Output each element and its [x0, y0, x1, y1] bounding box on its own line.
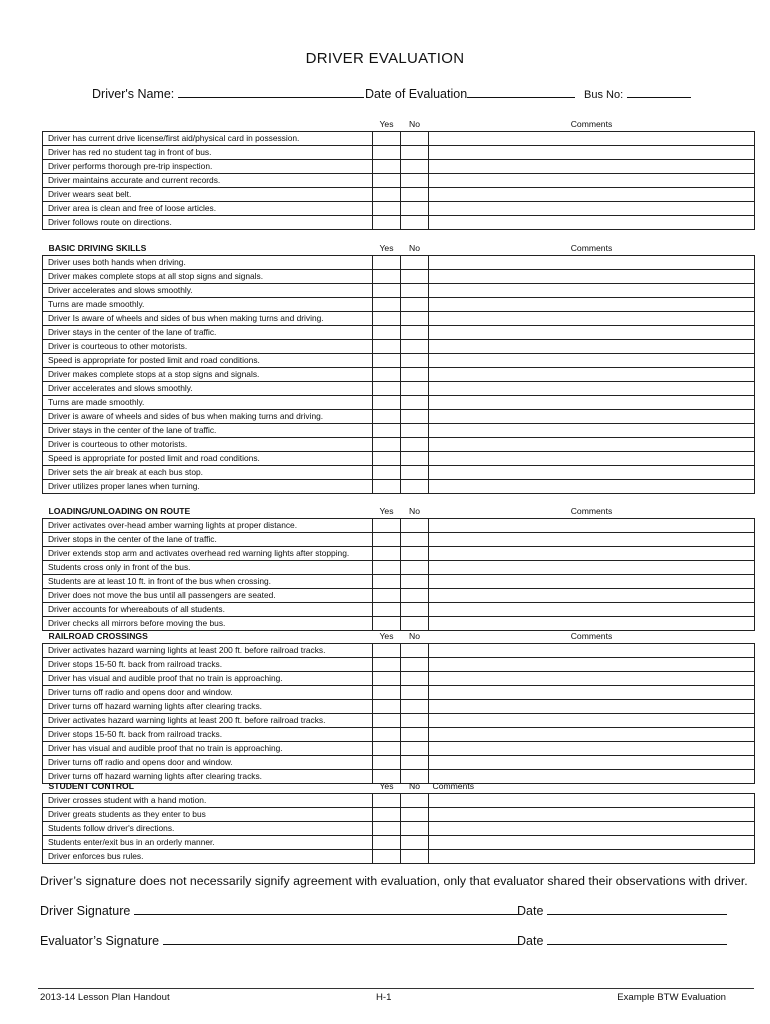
comments-cell[interactable] [429, 284, 755, 298]
table-row [43, 575, 755, 589]
table-row [43, 466, 755, 480]
no-cell[interactable] [401, 410, 429, 424]
table-row [43, 256, 755, 270]
yes-cell[interactable] [373, 617, 401, 631]
criterion-text: Students enter/exit bus in an orderly manner. [43, 836, 373, 850]
comments-cell[interactable] [429, 396, 755, 410]
comments-cell[interactable] [429, 533, 755, 547]
no-column-header: No [409, 506, 420, 516]
yes-cell[interactable] [373, 561, 401, 575]
no-cell[interactable] [401, 700, 429, 714]
comments-cell[interactable] [429, 410, 755, 424]
criterion-text: Driver sets the air break at each bus stop. [43, 466, 373, 480]
table-row [43, 146, 755, 160]
yes-cell[interactable] [373, 714, 401, 728]
comments-cell[interactable] [429, 742, 755, 756]
table-row [43, 714, 755, 728]
comments-cell[interactable] [429, 340, 755, 354]
no-cell[interactable] [401, 794, 429, 808]
table-row [43, 480, 755, 494]
no-cell[interactable] [401, 686, 429, 700]
table-row [43, 547, 755, 561]
yes-cell[interactable] [373, 700, 401, 714]
yes-cell[interactable] [373, 480, 401, 494]
criterion-text: Driver Is aware of wheels and sides of bus when making turns and driving. [43, 312, 373, 326]
criterion-text: Driver activates over-head amber warning lights at proper distance. [43, 519, 373, 533]
no-cell[interactable] [401, 146, 429, 160]
table-row [43, 202, 755, 216]
no-cell[interactable] [401, 658, 429, 672]
no-cell[interactable] [401, 284, 429, 298]
no-cell[interactable] [401, 132, 429, 146]
section-header-row [43, 780, 755, 794]
yes-cell[interactable] [373, 396, 401, 410]
no-cell[interactable] [401, 672, 429, 686]
criterion-text: Students follow driver's directions. [43, 822, 373, 836]
table-row [43, 368, 755, 382]
table-row [43, 742, 755, 756]
criterion-text: Driver area is clean and free of loose articles. [43, 202, 373, 216]
table-row [43, 452, 755, 466]
no-cell[interactable] [401, 480, 429, 494]
bus-number-line[interactable] [627, 86, 691, 98]
no-cell[interactable] [401, 603, 429, 617]
yes-cell[interactable] [373, 368, 401, 382]
yes-cell[interactable] [373, 794, 401, 808]
no-column-header: No [409, 243, 420, 253]
criterion-text: Students cross only in front of the bus. [43, 561, 373, 575]
footer-right: Example BTW Evaluation [617, 992, 726, 1003]
yes-column-header: Yes [379, 243, 394, 253]
yes-cell[interactable] [373, 589, 401, 603]
no-cell[interactable] [401, 561, 429, 575]
table-row [43, 603, 755, 617]
yes-cell[interactable] [373, 603, 401, 617]
page-title: DRIVER EVALUATION [305, 50, 465, 67]
section-table [42, 780, 755, 864]
yes-column-header: Yes [379, 506, 394, 516]
table-row [43, 794, 755, 808]
table-row [43, 270, 755, 284]
yes-cell[interactable] [373, 256, 401, 270]
comments-cell[interactable] [429, 644, 755, 658]
yes-cell[interactable] [373, 672, 401, 686]
table-row [43, 700, 755, 714]
criterion-text: Driver is aware of wheels and sides of bus when making turns and driving. [43, 410, 373, 424]
criterion-text: Driver accounts for whereabouts of all students. [43, 603, 373, 617]
no-cell[interactable] [401, 617, 429, 631]
table-row [43, 672, 755, 686]
yes-cell[interactable] [373, 160, 401, 174]
yes-cell[interactable] [373, 438, 401, 452]
comments-cell[interactable] [429, 382, 755, 396]
no-cell[interactable] [401, 575, 429, 589]
criterion-text: Turns are made smoothly. [43, 396, 373, 410]
no-cell[interactable] [401, 424, 429, 438]
table-row [43, 822, 755, 836]
table-row [43, 686, 755, 700]
evaluator-signature-label: Evaluator’s Signature [40, 934, 160, 948]
table-row [43, 340, 755, 354]
comments-cell[interactable] [429, 216, 755, 230]
criterion-text: Students are at least 10 ft. in front of the bus when crossing. [43, 575, 373, 589]
comments-cell[interactable] [429, 312, 755, 326]
no-cell[interactable] [401, 174, 429, 188]
yes-cell[interactable] [373, 822, 401, 836]
table-row [43, 533, 755, 547]
comments-cell[interactable] [429, 822, 755, 836]
comments-cell[interactable] [429, 160, 755, 174]
criterion-text: Driver activates hazard warning lights at least 200 ft. before railroad tracks. [43, 644, 373, 658]
evaluation-date-label: Date of Evaluation [365, 87, 468, 101]
comments-cell[interactable] [429, 452, 755, 466]
comments-cell[interactable] [429, 700, 755, 714]
bus-number-field[interactable] [584, 86, 691, 101]
no-cell[interactable] [401, 312, 429, 326]
comments-column-header: Comments [432, 781, 475, 791]
no-cell[interactable] [401, 714, 429, 728]
comments-cell[interactable] [429, 202, 755, 216]
no-cell[interactable] [401, 850, 429, 864]
comments-cell[interactable] [429, 836, 755, 850]
no-cell[interactable] [401, 270, 429, 284]
yes-cell[interactable] [373, 466, 401, 480]
section-heading: STUDENT CONTROL [48, 781, 134, 791]
table-row [43, 658, 755, 672]
criterion-text: Driver has red no student tag in front of bus. [43, 146, 373, 160]
table-row [43, 756, 755, 770]
yes-cell[interactable] [373, 756, 401, 770]
comments-cell[interactable] [429, 686, 755, 700]
signature-disclaimer: Driver’s signature does not necessarily signify agreement with evaluation, only that evaluator shared their observations with driver. [40, 874, 748, 888]
comments-cell[interactable] [429, 575, 755, 589]
criterion-text: Driver stays in the center of the lane of traffic. [43, 326, 373, 340]
table-row [43, 382, 755, 396]
criterion-text: Driver uses both hands when driving. [43, 256, 373, 270]
criterion-text: Driver utilizes proper lanes when turning. [43, 480, 373, 494]
evaluation-date-line[interactable] [467, 86, 575, 98]
yes-cell[interactable] [373, 728, 401, 742]
table-row [43, 298, 755, 312]
criterion-text: Driver wears seat belt. [43, 188, 373, 202]
drivers-name-field[interactable] [92, 86, 364, 101]
table-row [43, 519, 755, 533]
comments-cell[interactable] [429, 519, 755, 533]
criterion-text: Driver turns off radio and opens door and window. [43, 756, 373, 770]
no-cell[interactable] [401, 188, 429, 202]
yes-cell[interactable] [373, 644, 401, 658]
criterion-text: Driver crosses student with a hand motion. [43, 794, 373, 808]
comments-column-header: Comments [570, 631, 613, 641]
yes-cell[interactable] [373, 312, 401, 326]
comments-cell[interactable] [429, 672, 755, 686]
yes-cell[interactable] [373, 354, 401, 368]
criterion-text: Driver maintains accurate and current records. [43, 174, 373, 188]
section-table [42, 630, 755, 784]
criterion-text: Driver checks all mirrors before moving the bus. [43, 617, 373, 631]
table-row [43, 132, 755, 146]
yes-cell[interactable] [373, 132, 401, 146]
comments-cell[interactable] [429, 808, 755, 822]
comments-cell[interactable] [429, 728, 755, 742]
criterion-text: Driver turns off hazard warning lights after clearing tracks. [43, 700, 373, 714]
no-cell[interactable] [401, 742, 429, 756]
comments-cell[interactable] [429, 547, 755, 561]
criterion-text: Driver stops 15-50 ft. back from railroad tracks. [43, 728, 373, 742]
yes-cell[interactable] [373, 382, 401, 396]
yes-cell[interactable] [373, 174, 401, 188]
criterion-text: Driver enforces bus rules. [43, 850, 373, 864]
no-cell[interactable] [401, 160, 429, 174]
no-cell[interactable] [401, 202, 429, 216]
no-cell[interactable] [401, 756, 429, 770]
no-cell[interactable] [401, 836, 429, 850]
no-cell[interactable] [401, 354, 429, 368]
no-cell[interactable] [401, 438, 429, 452]
driver-signature-field[interactable] [40, 904, 518, 918]
comments-cell[interactable] [429, 188, 755, 202]
yes-cell[interactable] [373, 410, 401, 424]
comments-cell[interactable] [429, 794, 755, 808]
criterion-text: Driver turns off radio and opens door and window. [43, 686, 373, 700]
yes-column-header: Yes [379, 118, 394, 129]
section-header-row [43, 630, 755, 644]
comments-cell[interactable] [429, 174, 755, 188]
no-cell[interactable] [401, 589, 429, 603]
footer-left: 2013-14 Lesson Plan Handout [40, 992, 170, 1003]
yes-cell[interactable] [373, 850, 401, 864]
table-row [43, 410, 755, 424]
no-cell[interactable] [401, 728, 429, 742]
criterion-text: Driver does not move the bus until all passengers are seated. [43, 589, 373, 603]
section-heading: BASIC DRIVING SKILLS [48, 243, 147, 253]
comments-cell[interactable] [429, 298, 755, 312]
comments-cell[interactable] [429, 617, 755, 631]
evaluator-date-label: Date [517, 934, 544, 948]
criterion-text: Driver is courteous to other motorists. [43, 438, 373, 452]
criterion-text: Driver has current drive license/first aid/physical card in possession. [43, 132, 373, 146]
table-row [43, 808, 755, 822]
no-cell[interactable] [401, 216, 429, 230]
criterion-text: Driver makes complete stops at a stop signs and signals. [43, 368, 373, 382]
section-heading [43, 117, 373, 132]
table-row [43, 326, 755, 340]
no-cell[interactable] [401, 368, 429, 382]
comments-cell[interactable] [429, 424, 755, 438]
yes-cell[interactable] [373, 836, 401, 850]
evaluator-signature-line[interactable] [163, 934, 519, 945]
criterion-text: Driver accelerates and slows smoothly. [43, 382, 373, 396]
comments-cell[interactable] [429, 561, 755, 575]
no-cell[interactable] [401, 644, 429, 658]
comments-cell[interactable] [429, 354, 755, 368]
no-cell[interactable] [401, 808, 429, 822]
evaluator-date-line[interactable] [547, 934, 727, 945]
comments-cell[interactable] [429, 326, 755, 340]
criterion-text: Driver performs thorough pre-trip inspection. [43, 160, 373, 174]
no-cell[interactable] [401, 340, 429, 354]
table-row [43, 354, 755, 368]
section-heading: LOADING/UNLOADING ON ROUTE [48, 506, 191, 516]
driver-signature-label: Driver Signature [40, 904, 131, 918]
no-column-header: No [409, 118, 420, 129]
yes-column-header: Yes [379, 781, 394, 791]
yes-cell[interactable] [373, 808, 401, 822]
table-row [43, 216, 755, 230]
no-cell[interactable] [401, 452, 429, 466]
comments-cell[interactable] [429, 256, 755, 270]
driver-date-line[interactable] [547, 904, 727, 915]
table-row [43, 160, 755, 174]
comments-cell[interactable] [429, 603, 755, 617]
no-cell[interactable] [401, 326, 429, 340]
drivers-name-label: Driver's Name: [92, 87, 175, 101]
yes-cell[interactable] [373, 146, 401, 160]
comments-cell[interactable] [429, 589, 755, 603]
evaluator-signature-field[interactable] [40, 934, 519, 948]
drivers-name-line[interactable] [178, 86, 364, 98]
table-row [43, 850, 755, 864]
yes-cell[interactable] [373, 216, 401, 230]
comments-cell[interactable] [429, 146, 755, 160]
yes-cell[interactable] [373, 519, 401, 533]
comments-cell[interactable] [429, 658, 755, 672]
criterion-text: Speed is appropriate for posted limit and road conditions. [43, 452, 373, 466]
comments-cell[interactable] [429, 132, 755, 146]
no-cell[interactable] [401, 533, 429, 547]
criterion-text: Driver activates hazard warning lights at least 200 ft. before railroad tracks. [43, 714, 373, 728]
criterion-text: Driver greats students as they enter to bus [43, 808, 373, 822]
section-header-row [43, 505, 755, 519]
yes-cell[interactable] [373, 270, 401, 284]
criterion-text: Speed is appropriate for posted limit and road conditions. [43, 354, 373, 368]
yes-cell[interactable] [373, 340, 401, 354]
no-cell[interactable] [401, 382, 429, 396]
table-row [43, 284, 755, 298]
yes-cell[interactable] [373, 326, 401, 340]
section-header-row [43, 242, 755, 256]
section-heading: RAILROAD CROSSINGS [48, 631, 148, 641]
yes-cell[interactable] [373, 188, 401, 202]
criterion-text: Driver accelerates and slows smoothly. [43, 284, 373, 298]
comments-cell[interactable] [429, 270, 755, 284]
comments-cell[interactable] [429, 368, 755, 382]
comments-cell[interactable] [429, 756, 755, 770]
yes-cell[interactable] [373, 424, 401, 438]
yes-cell[interactable] [373, 202, 401, 216]
table-row [43, 836, 755, 850]
table-row [43, 617, 755, 631]
comments-cell[interactable] [429, 438, 755, 452]
yes-cell[interactable] [373, 298, 401, 312]
no-cell[interactable] [401, 256, 429, 270]
criterion-text: Driver extends stop arm and activates overhead red warning lights after stopping. [43, 547, 373, 561]
criterion-text: Turns are made smoothly. [43, 298, 373, 312]
yes-cell[interactable] [373, 658, 401, 672]
table-row [43, 589, 755, 603]
no-cell[interactable] [401, 298, 429, 312]
no-cell[interactable] [401, 822, 429, 836]
table-row [43, 438, 755, 452]
yes-cell[interactable] [373, 547, 401, 561]
yes-cell[interactable] [373, 575, 401, 589]
criterion-text: Driver follows route on directions. [43, 216, 373, 230]
comments-cell[interactable] [429, 466, 755, 480]
comments-column-header: Comments [570, 118, 613, 129]
driver-signature-line[interactable] [134, 904, 518, 915]
yes-cell[interactable] [373, 284, 401, 298]
no-cell[interactable] [401, 519, 429, 533]
table-row [43, 424, 755, 438]
table-row [43, 561, 755, 575]
yes-cell[interactable] [373, 686, 401, 700]
yes-cell[interactable] [373, 742, 401, 756]
table-row [43, 312, 755, 326]
table-row [43, 188, 755, 202]
section-table [42, 505, 755, 631]
comments-cell[interactable] [429, 480, 755, 494]
driver-date-label: Date [517, 904, 544, 918]
criterion-text: Driver makes complete stops at all stop signs and signals. [43, 270, 373, 284]
driver-date-field[interactable] [517, 904, 727, 918]
criterion-text: Driver has visual and audible proof that no train is approaching. [43, 672, 373, 686]
comments-column-header: Comments [570, 243, 613, 253]
yes-column-header: Yes [379, 631, 394, 641]
no-column-header: No [409, 631, 420, 641]
table-row [43, 396, 755, 410]
yes-cell[interactable] [373, 452, 401, 466]
no-cell[interactable] [401, 466, 429, 480]
table-row [43, 728, 755, 742]
criterion-text: Driver stays in the center of the lane of traffic. [43, 424, 373, 438]
evaluation-date-field[interactable] [365, 86, 575, 101]
footer-divider [38, 988, 754, 989]
evaluator-date-field[interactable] [517, 934, 727, 948]
yes-cell[interactable] [373, 533, 401, 547]
comments-cell[interactable] [429, 850, 755, 864]
criterion-text: Driver has visual and audible proof that no train is approaching. [43, 742, 373, 756]
no-cell[interactable] [401, 396, 429, 410]
section-table [42, 242, 755, 494]
comments-cell[interactable] [429, 714, 755, 728]
no-column-header: No [409, 781, 420, 791]
table-row [43, 174, 755, 188]
comments-column-header: Comments [570, 506, 613, 516]
criterion-text: Driver is courteous to other motorists. [43, 340, 373, 354]
table-row [43, 644, 755, 658]
criterion-text: Driver stops 15-50 ft. back from railroad tracks. [43, 658, 373, 672]
criterion-text: Driver turns off hazard warning lights after clearing tracks. [43, 770, 373, 784]
no-cell[interactable] [401, 547, 429, 561]
criterion-text: Driver stops in the center of the lane of traffic. [43, 533, 373, 547]
bus-number-label: Bus No: [584, 89, 624, 101]
footer-page-number: H-1 [376, 992, 392, 1003]
section-header-row [43, 117, 755, 132]
section-table [42, 117, 755, 230]
